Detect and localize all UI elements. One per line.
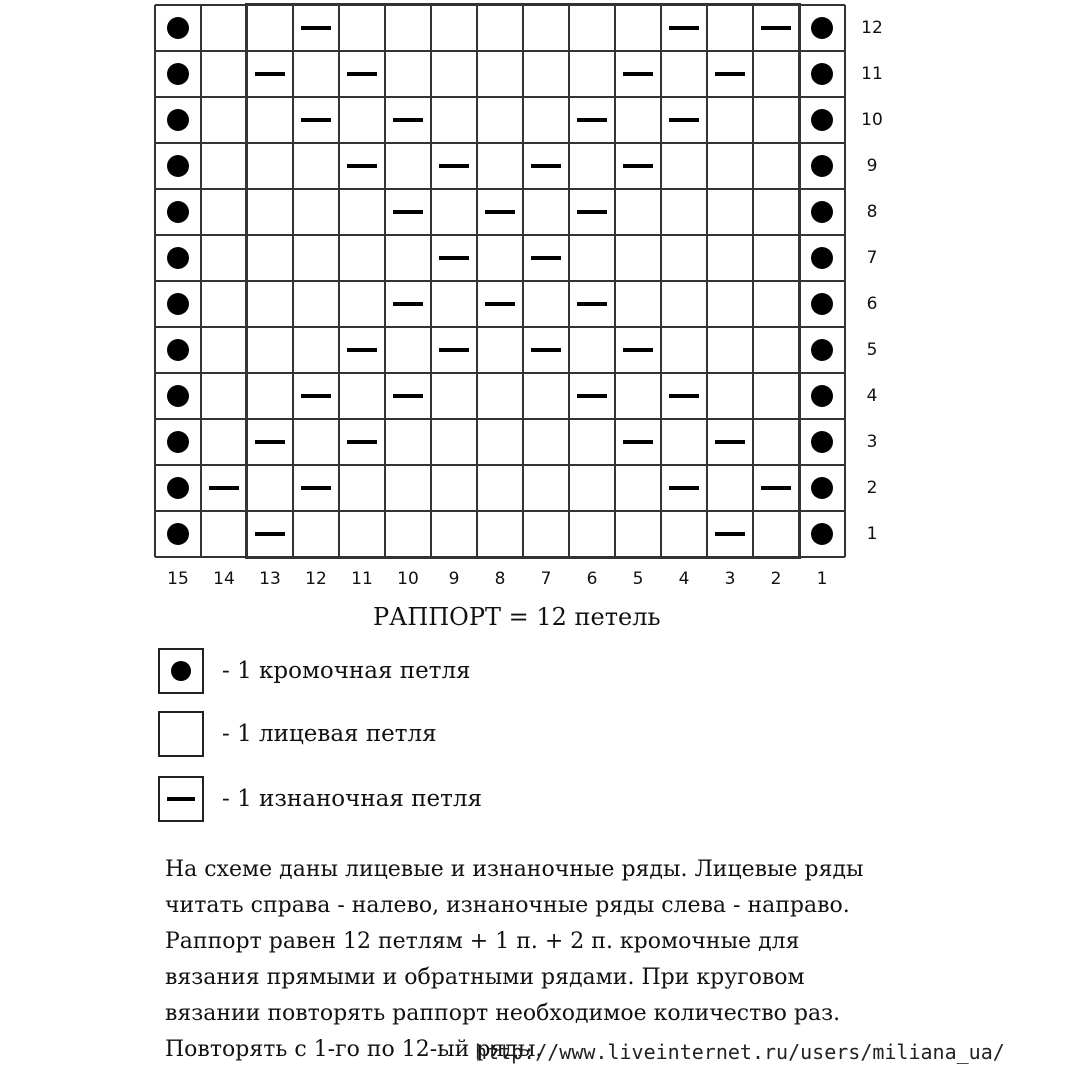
column-label: 2 [770, 569, 782, 589]
column-label: 6 [586, 569, 598, 589]
purl-stitch-r2-c4 [669, 486, 699, 490]
row-label: 3 [866, 432, 878, 452]
edge-stitch-r8-c15 [167, 201, 189, 223]
purl-stitch-r11-c3 [715, 72, 745, 76]
purl-stitch-r3-c13 [255, 440, 285, 444]
purl-stitch-r10-c12 [301, 118, 331, 122]
purl-stitch-r11-c5 [623, 72, 653, 76]
row-label: 4 [866, 386, 878, 406]
purl-stitch-r2-c12 [301, 486, 331, 490]
row-label: 7 [866, 248, 878, 268]
knit-stitch-symbol [158, 711, 204, 757]
grid-line-horizontal [155, 96, 845, 98]
column-label: 8 [494, 569, 506, 589]
edge-stitch-r4-c15 [167, 385, 189, 407]
purl-stitch-r9-c7 [531, 164, 561, 168]
row-label: 8 [866, 202, 878, 222]
column-label: 4 [678, 569, 690, 589]
purl-stitch-r12-c12 [301, 26, 331, 30]
grid-line-horizontal [155, 50, 845, 52]
purl-stitch-r1-c13 [255, 532, 285, 536]
edge-stitch-r12-c15 [167, 17, 189, 39]
purl-stitch-r11-c13 [255, 72, 285, 76]
edge-stitch-r5-c1 [811, 339, 833, 361]
purl-stitch-r12-c2 [761, 26, 791, 30]
edge-stitch-r10-c15 [167, 109, 189, 131]
edge-stitch-r2-c1 [811, 477, 833, 499]
grid-line-horizontal [155, 326, 845, 328]
edge-stitch-r6-c15 [167, 293, 189, 315]
column-label: 14 [213, 569, 235, 589]
grid-line-horizontal [155, 464, 845, 466]
legend-edge-label: - 1 кромочная петля [222, 658, 471, 684]
edge-stitch-symbol [158, 648, 204, 694]
grid-line-horizontal [155, 556, 845, 558]
grid-line-horizontal [155, 372, 845, 374]
purl-stitch-r1-c3 [715, 532, 745, 536]
rapport-label: РАППОРТ = 12 петель [373, 603, 661, 631]
edge-stitch-r5-c15 [167, 339, 189, 361]
purl-stitch-r4-c10 [393, 394, 423, 398]
purl-stitch-r3-c5 [623, 440, 653, 444]
purl-stitch-r8-c6 [577, 210, 607, 214]
grid-line-horizontal [155, 188, 845, 190]
edge-stitch-r8-c1 [811, 201, 833, 223]
column-label: 5 [632, 569, 644, 589]
column-label: 7 [540, 569, 552, 589]
row-label: 12 [861, 18, 883, 38]
row-label: 9 [866, 156, 878, 176]
column-label: 10 [397, 569, 419, 589]
purl-stitch-r9-c11 [347, 164, 377, 168]
knitting-chart [155, 5, 845, 557]
purl-stitch-r5-c9 [439, 348, 469, 352]
grid-line-horizontal [155, 4, 845, 6]
purl-stitch-r10-c6 [577, 118, 607, 122]
edge-stitch-r10-c1 [811, 109, 833, 131]
row-label: 1 [866, 524, 878, 544]
row-label: 5 [866, 340, 878, 360]
purl-stitch-r6-c8 [485, 302, 515, 306]
grid-line-horizontal [155, 280, 845, 282]
purl-stitch-r4-c6 [577, 394, 607, 398]
edge-stitch-r2-c15 [167, 477, 189, 499]
column-label: 13 [259, 569, 281, 589]
edge-stitch-r12-c1 [811, 17, 833, 39]
purl-stitch-r10-c4 [669, 118, 699, 122]
purl-stitch-r9-c5 [623, 164, 653, 168]
legend-purl-label: - 1 изнаночная петля [222, 786, 482, 812]
grid-line-horizontal [155, 142, 845, 144]
purl-stitch-r8-c10 [393, 210, 423, 214]
row-label: 6 [866, 294, 878, 314]
edge-stitch-r1-c1 [811, 523, 833, 545]
legend-purl-stitch [158, 776, 482, 822]
purl-stitch-r2-c14 [209, 486, 239, 490]
legend-knit-label: - 1 лицевая петля [222, 721, 437, 747]
edge-stitch-r7-c15 [167, 247, 189, 269]
purl-stitch-r2-c2 [761, 486, 791, 490]
purl-stitch-r3-c11 [347, 440, 377, 444]
purl-stitch-r11-c11 [347, 72, 377, 76]
edge-stitch-r6-c1 [811, 293, 833, 315]
purl-stitch-symbol [158, 776, 204, 822]
purl-stitch-r9-c9 [439, 164, 469, 168]
edge-stitch-r4-c1 [811, 385, 833, 407]
legend-knit-stitch [158, 711, 437, 757]
column-label: 9 [448, 569, 460, 589]
column-label: 3 [724, 569, 736, 589]
watermark-url: http://www.liveinternet.ru/users/miliana_ua/ [475, 1040, 1005, 1064]
purl-stitch-r7-c7 [531, 256, 561, 260]
row-label: 2 [866, 478, 878, 498]
edge-stitch-r11-c15 [167, 63, 189, 85]
grid-line-horizontal [155, 510, 845, 512]
purl-stitch-r5-c7 [531, 348, 561, 352]
edge-stitch-r9-c1 [811, 155, 833, 177]
purl-stitch-r6-c6 [577, 302, 607, 306]
purl-stitch-r5-c5 [623, 348, 653, 352]
edge-stitch-r9-c15 [167, 155, 189, 177]
purl-stitch-r8-c8 [485, 210, 515, 214]
column-label: 12 [305, 569, 327, 589]
row-label: 10 [861, 110, 883, 130]
purl-stitch-r3-c3 [715, 440, 745, 444]
grid-line-horizontal [155, 234, 845, 236]
edge-stitch-r11-c1 [811, 63, 833, 85]
edge-stitch-r3-c1 [811, 431, 833, 453]
edge-stitch-r1-c15 [167, 523, 189, 545]
purl-stitch-r12-c4 [669, 26, 699, 30]
purl-stitch-r4-c4 [669, 394, 699, 398]
purl-stitch-r5-c11 [347, 348, 377, 352]
purl-stitch-r6-c10 [393, 302, 423, 306]
purl-stitch-r7-c9 [439, 256, 469, 260]
edge-stitch-r7-c1 [811, 247, 833, 269]
grid-line-horizontal [155, 418, 845, 420]
legend-edge-stitch [158, 648, 471, 694]
purl-stitch-r4-c12 [301, 394, 331, 398]
column-label: 1 [816, 569, 828, 589]
purl-stitch-r10-c10 [393, 118, 423, 122]
column-label: 15 [167, 569, 189, 589]
chart-description: На схеме даны лицевые и изнаночные ряды. Лицевые ряды читать справа - налево, изнаночные ряды слева - направо. Раппорт равен 12 петлям + 1 п. + 2 п. кромочные для вязания прямыми и обратными рядами. При круговом вязании повторять раппорт необходимое количество раз. Повторять с 1-го по 12-ый ряды. [165, 857, 864, 1062]
row-label: 11 [861, 64, 883, 84]
edge-stitch-r3-c15 [167, 431, 189, 453]
column-label: 11 [351, 569, 373, 589]
